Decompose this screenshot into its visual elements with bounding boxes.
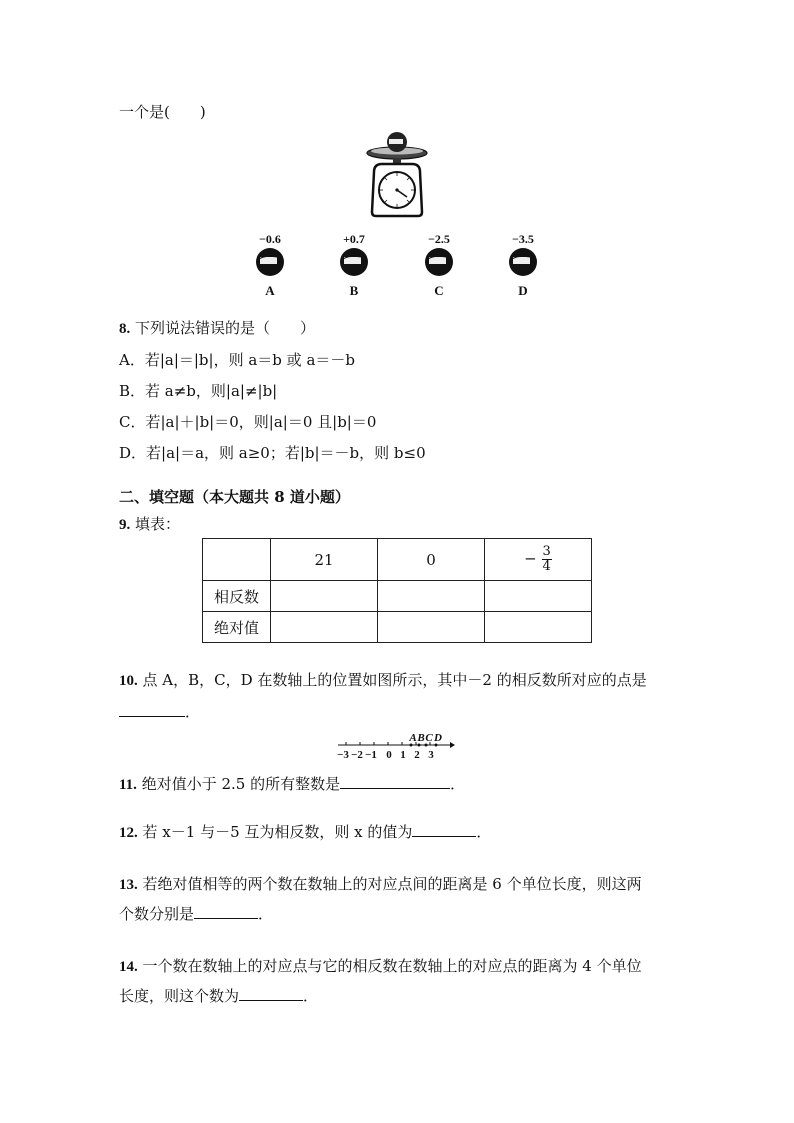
answer-blank[interactable] bbox=[340, 774, 450, 789]
table-cell-fraction bbox=[485, 539, 592, 581]
q13-text: 个数分别是 bbox=[119, 905, 195, 923]
answer-blank[interactable] bbox=[239, 986, 303, 1001]
weight-ball-icon bbox=[255, 247, 285, 277]
q8-stem-line bbox=[119, 318, 315, 339]
table-cell: 0 bbox=[378, 539, 485, 581]
weight-value: −3.5 bbox=[512, 232, 534, 246]
answer-cell[interactable] bbox=[485, 581, 592, 612]
table-cell: 21 bbox=[271, 539, 378, 581]
number-line-diagram bbox=[336, 732, 456, 762]
q8-stem: 下列说法错误的是（ ） bbox=[135, 319, 316, 337]
question-number: 10. bbox=[119, 673, 138, 689]
q10-tail: ． bbox=[185, 703, 201, 721]
weight-value: +0.7 bbox=[343, 232, 365, 246]
option-label: D bbox=[518, 283, 528, 298]
q10-answer-line bbox=[119, 702, 200, 722]
question-number: 12. bbox=[119, 825, 138, 841]
tick-label: 3 bbox=[428, 749, 434, 761]
q12-stem: 若 x－1 与－5 互为相反数，则 x 的值为 bbox=[142, 823, 413, 841]
q11-stem: 绝对值小于 2.5 的所有整数是 bbox=[141, 775, 341, 793]
q8-option-b: B．若 a≠b，则|a|≠|b| bbox=[119, 382, 278, 400]
q11-tail: ． bbox=[450, 775, 466, 793]
table-cell bbox=[203, 539, 271, 581]
weight-ball-icon bbox=[508, 247, 538, 277]
weight-value: −0.6 bbox=[259, 232, 281, 246]
answer-cell[interactable] bbox=[485, 612, 592, 643]
answer-cell[interactable] bbox=[378, 612, 485, 643]
tick-label: 0 bbox=[386, 749, 392, 761]
fraction-denominator: 4 bbox=[542, 559, 551, 574]
question-number: 8. bbox=[119, 321, 131, 337]
option-label: B bbox=[349, 283, 359, 298]
question-number: 11. bbox=[119, 777, 137, 793]
question-number: 9. bbox=[119, 517, 131, 533]
tick-label: −3 bbox=[337, 749, 349, 761]
point-label: C bbox=[425, 732, 433, 744]
weight-option-a bbox=[245, 232, 295, 299]
row-label: 相反数 bbox=[203, 581, 271, 612]
q8-option-a: A．若|a|＝|b|，则 a＝b 或 a＝－b bbox=[119, 351, 355, 369]
fill-table bbox=[202, 538, 592, 643]
weight-option-c bbox=[414, 232, 464, 299]
q14-tail: ． bbox=[303, 987, 319, 1005]
q14-text: 一个数在数轴上的对应点与它的相反数在数轴上的对应点的距离为 4 个单位 bbox=[142, 957, 642, 975]
q9-stem-line bbox=[119, 514, 180, 535]
row-label: 绝对值 bbox=[203, 612, 271, 643]
q13-line2 bbox=[119, 904, 273, 924]
fraction-numerator: 3 bbox=[542, 544, 551, 559]
q14-line1 bbox=[119, 956, 642, 977]
answer-cell[interactable] bbox=[378, 581, 485, 612]
q12-tail: ． bbox=[476, 823, 492, 841]
section-title: 二、填空题（本大题共 8 道小题） bbox=[119, 488, 350, 506]
table-header-row bbox=[203, 539, 592, 581]
option-label: A bbox=[265, 283, 275, 298]
q13-text: 若绝对值相等的两个数在数轴上的对应点间的距离是 6 个单位长度，则这两 bbox=[142, 875, 642, 893]
kitchen-scale-image bbox=[362, 130, 432, 218]
fraction bbox=[542, 545, 552, 574]
q13-line1 bbox=[119, 874, 642, 895]
tick-label: 2 bbox=[414, 749, 420, 761]
point-label: A bbox=[409, 732, 417, 744]
question-number: 13. bbox=[119, 877, 138, 893]
answer-cell[interactable] bbox=[271, 612, 378, 643]
table-row bbox=[203, 581, 592, 612]
q14-line2 bbox=[119, 986, 318, 1006]
option-label: C bbox=[434, 283, 444, 298]
weight-ball-icon bbox=[339, 247, 369, 277]
q12-line bbox=[119, 822, 491, 843]
q7-tail: 一个是( ) bbox=[119, 103, 206, 121]
weight-ball-icon bbox=[424, 247, 454, 277]
answer-blank[interactable] bbox=[412, 822, 476, 837]
point-label: D bbox=[434, 732, 442, 744]
point-label: B bbox=[417, 732, 425, 744]
answer-blank[interactable] bbox=[119, 702, 185, 717]
q8-option-c: C．若|a|＋|b|＝0，则|a|＝0 且|b|＝0 bbox=[119, 413, 377, 431]
fraction-sign: − bbox=[524, 549, 537, 568]
weight-option-b bbox=[329, 232, 379, 299]
table-row bbox=[203, 612, 592, 643]
weight-value: −2.5 bbox=[428, 232, 450, 246]
answer-cell[interactable] bbox=[271, 581, 378, 612]
tick-label: 1 bbox=[400, 749, 406, 761]
q11-line bbox=[119, 774, 465, 795]
q14-text: 长度，则这个数为 bbox=[119, 987, 240, 1005]
answer-blank[interactable] bbox=[194, 904, 258, 919]
q9-stem: 填表： bbox=[135, 515, 181, 533]
q10-stem-line bbox=[119, 670, 647, 691]
weight-option-d bbox=[498, 232, 548, 299]
question-number: 14. bbox=[119, 959, 138, 975]
q10-stem: 点 A，B，C，D 在数轴上的位置如图所示，其中－2 的相反数所对应的点是 bbox=[142, 671, 647, 689]
tick-label: −2 bbox=[351, 749, 363, 761]
tick-label: −1 bbox=[365, 749, 377, 761]
q8-option-d: D．若|a|＝a，则 a≥0；若|b|＝－b，则 b≤0 bbox=[119, 444, 426, 462]
q13-tail: ． bbox=[258, 905, 274, 923]
